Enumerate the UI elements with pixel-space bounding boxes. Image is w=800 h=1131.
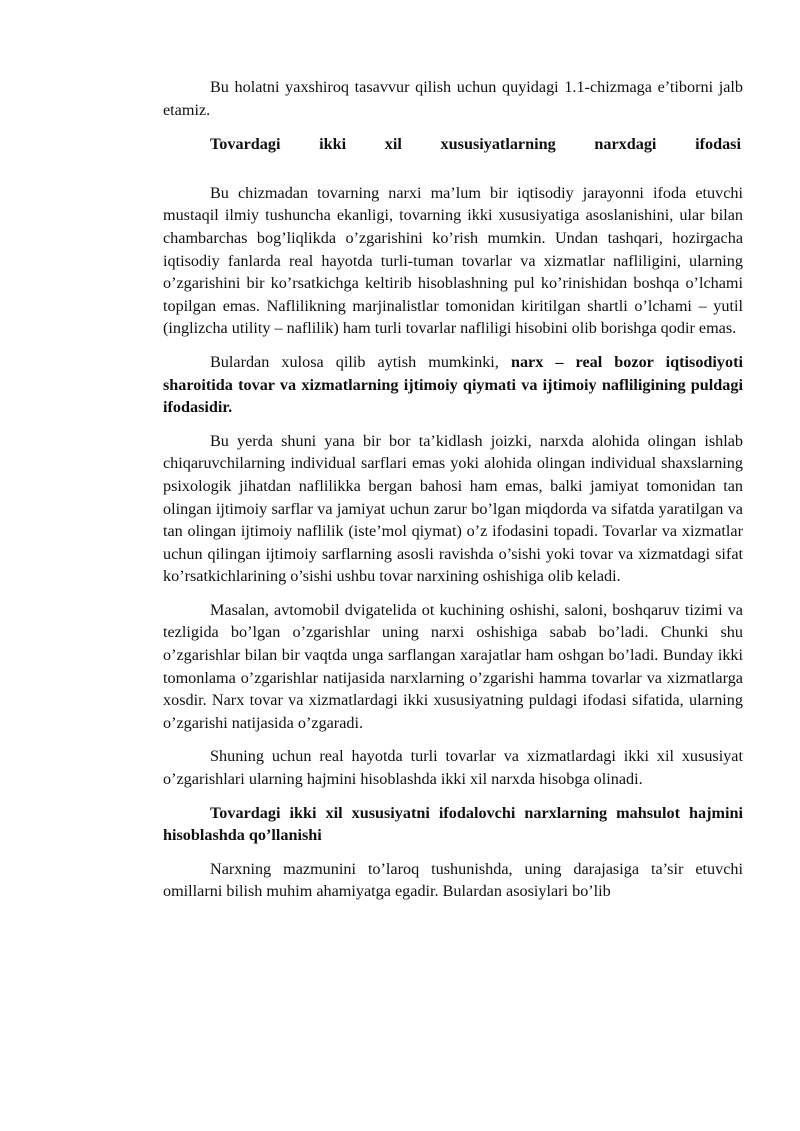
intro-paragraph: Bu holatni yaxshiroq tasavvur qilish uchun quyidagi 1.1-chizmaga e’tiborni jalb etamiz. (163, 78, 743, 119)
body-paragraph: Narxning mazmunini to’laroq tushunishda, uning darajasiga ta’sir etuvchi omillarni bilish muhim ahamiyatga egadir. Bulardan asosiylari bo’lib (163, 859, 743, 901)
definition-bold: narx – real bozor iqtisodiyoti sharoitida tovar va xizmatlarning ijtimoiy qiymati va ijtimoiy nafliligining puldagi ifodasidir. (163, 352, 744, 417)
definition-lead: Bulardan xulosa qilib aytish mumkinki, (210, 352, 511, 371)
section-heading-1 (210, 133, 741, 156)
body-paragraph: Bu chizmadan tovarning narxi ma’lum bir iqtisodiy jarayonni ifoda etuvchi mustaqil ilmiy tushuncha ekanligi, tovarning ikki xususiyatiga asoslanishini, ular bilan chambarchas bog’liqlikda o’zgarishini ko’rish mumkin. Undan tashqari, hozirgacha iqtisodiy fanlarda real hayotda turli-tuman tovarlar va xizmatlar nafliligini, ularning o’zgarishini bir ko’rsatkichga keltirib hisoblashning pul ko’rinishidan boshqa o’lchami topilgan emas. Naflilikning marjinalistlar tomonidan kiritilgan shartli o’lchami – yutil (inglizcha utility – naflilik) ham turli tovarlar nafliligi hisobini olib borishga qodir emas. (163, 183, 743, 338)
definition-paragraph (163, 351, 743, 419)
heading-word: narxdagi (594, 135, 657, 154)
body-paragraph: Masalan, avtomobil dvigatelida ot kuchining oshishi, saloni, boshqaruv tizimi va tezligida bo’lgan o’zgarishlar uning narxi oshishiga sabab bo’ladi. Chunki shu o’zgarishlar bilan bir vaqtda unga sarflangan xarajatlar ham oshgan bo’ladi. Bunday ikki tomonlama o’zgarishlar natijasida narxlarning o’zgarishi hamma tovarlar va xizmatlarga xosdir. Narx tovar va xizmatlardagi ikki xususiyatning puldagi ifodasi sifatida, ularning o’zgarishi natijasida o’zgaradi. (163, 600, 743, 732)
heading-word: xususiyatlarning (440, 135, 556, 154)
body-paragraph: Shuning uchun real hayotda turli tovarlar va xizmatlardagi ikki xil xususiyat o’zgarishlari ularning hajmini hisoblashda ikki xil narxda hisobga olinadi. (163, 747, 743, 789)
heading-word: ikki (319, 135, 347, 154)
heading-word: xil (384, 135, 402, 154)
heading-word: ifodasi (695, 135, 741, 154)
heading-word: Tovardagi (210, 135, 281, 154)
section-heading-2: Tovardagi ikki xil xususiyatni ifodalovchi narxlarning mahsulot hajmini hisoblashda qo’llanishi (163, 803, 743, 845)
document-page (163, 76, 743, 914)
body-paragraph: Bu yerda shuni yana bir bor ta’kidlash joizki, narxda alohida olingan ishlab chiqaruvchilarning individual sarflari emas yoki alohida olingan individual shaxslarning psixologik jihatdan naflilikka bergan bahosi ham emas, balki jamiyat tomonidan tan olingan ijtimoiy sarflar va jamiyat uchun zarur bo’lgan miqdorda va sifatda yaratilgan va tan olingan ijtimoiy naflilik (iste’mol qiymat) o’z ifodasini topadi. Tovarlar va xizmatlar uchun qilingan ijtimoiy sarflarning asosli ravishda o’sishi yoki tovar va xizmatdagi sifat ko’rsatkichlarining o’sishi ushbu tovar narxining oshishiga olib keladi. (163, 431, 743, 586)
